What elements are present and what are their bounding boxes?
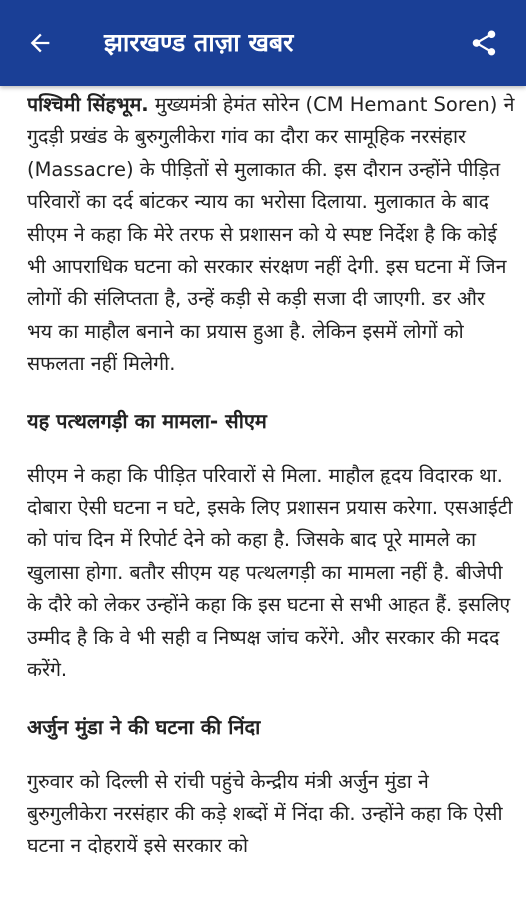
app-title: झारखण्ड ताज़ा खबर: [104, 28, 294, 57]
app-header: [0, 0, 526, 86]
back-button[interactable]: [18, 21, 62, 65]
intro-text: मुख्यमंत्री हेमंत सोरेन (CM Hemant Soren) ने गुदड़ी प्रखंड के बुरुगुलीकेरा गांव का दौरा कर सामूहिक नरसंहार (Massacre) के पीड़ितों से मुलाकात की. इस दौरान उन्होंने पीड़ित परिवारों का दर्द बांटकर न्याय का भरोसा दिलाया. मुलाकात के बाद सीएम ने कहा कि मेरे तरफ से प्रशासन को ये स्पष्ट निर्देश है कि कोई भी आपराधिक घटना को सरकार संरक्षण नहीं देगी. इस घटना में जिन लोगों की संलिप्तता है, उन्हें कड़ी से कड़ी सजा दी जाएगी. डर और भय का माहौल बनाने का प्रयास हुआ है. लेकिन इसमें लोगों को सफलता नहीं मिलेगी.: [27, 93, 515, 376]
article-paragraph-intro: [27, 86, 515, 381]
article-paragraph: गुरुवार को दिल्ली से रांची पहुंचे केन्द्रीय मंत्री अर्जुन मुंडा ने बुरुगुलीकेरा नरसंहार की कड़े शब्दों में निंदा की. उन्होंने कहा कि ऐसी घटना न दोहरायें इसे सरकार को: [27, 769, 503, 858]
article-paragraph: सीएम ने कहा कि पीड़ित परिवारों से मिला. माहौल हृदय विदारक था. दोबारा ऐसी घटना न घटे, इसके लिए प्रशासन प्रयास करेगा. एसआईटी को पांच दिन में रिपोर्ट देने को कहा है. जिसके बाद पूरे मामले का खुलासा होगा. बतौर सीएम यह पत्थलगड़ी का मामला नहीं है. बीजेपी के दौरे को लेकर उन्होंने कहा कि इस घटना से सभी आहत हैं. इसलिए उम्मीद है कि वे भी सही व निष्पक्ष जांच करेंगे. और सरकार की मदद करेंगे.: [27, 463, 513, 682]
dateline-place: पश्चिमी सिंहभूम.: [27, 93, 149, 116]
share-button[interactable]: [462, 21, 506, 65]
article-subheading: यह पत्थलगड़ी का मामला- सीएम: [27, 408, 267, 433]
arrow-back-icon: [26, 29, 54, 57]
article-body: [27, 86, 515, 900]
share-icon: [469, 28, 499, 58]
article-subheading: अर्जुन मुंडा ने की घटना की निंदा: [27, 714, 261, 739]
